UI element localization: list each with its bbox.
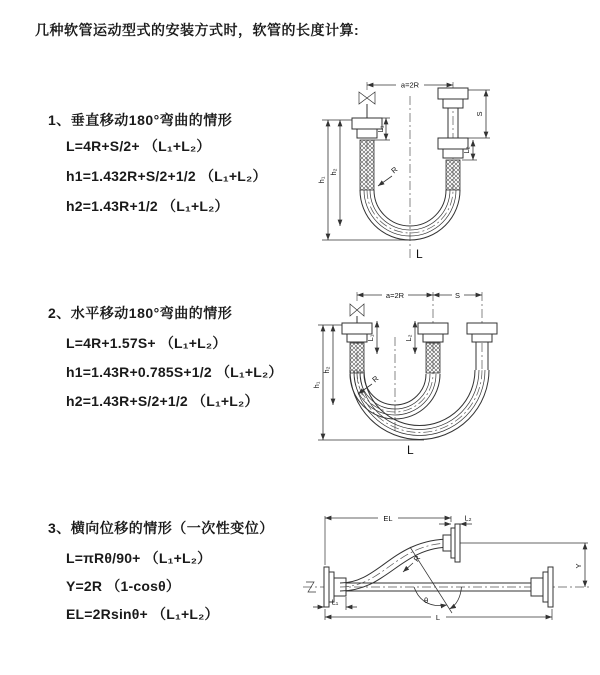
dim-l1: [313, 597, 357, 610]
middle-flange: [418, 323, 448, 373]
section-2-heading: 2、水平移动180°弯曲的情形: [48, 305, 233, 321]
section-2-formula-h2: h2=1.43R+S/2+1/2 （L₁+L₂）: [66, 393, 259, 409]
dim-s: [433, 291, 482, 300]
dim-label-l1: L₁: [376, 125, 385, 133]
dim-l2: [439, 514, 472, 525]
page-title: 几种软管运动型式的安装方式时，软管的长度计算:: [35, 22, 360, 38]
section-1-formula-L: L=4R+S/2+ （L₁+L₂）: [66, 138, 211, 154]
dim-el: [325, 511, 451, 565]
section-3-formula-EL: EL=2Rsinθ+ （L₁+L₂）: [66, 606, 219, 622]
dim-label-l2: L₂: [462, 146, 471, 154]
dim-label-h2: h₂: [329, 168, 338, 176]
section-1-heading: 1、垂直移动180°弯曲的情形: [48, 112, 233, 128]
dim-l: [325, 609, 552, 622]
dim-h2: [322, 325, 333, 405]
radius-callout: [378, 165, 400, 186]
dim-label-el: EL: [383, 514, 393, 523]
braided-hose-section: [350, 343, 364, 373]
lateral-displacement-diagram: [300, 505, 595, 650]
dim-label-s: S: [454, 290, 461, 300]
radius-label: R: [411, 553, 423, 564]
dim-y: [460, 543, 588, 587]
u-bend-hose-shifted: [350, 370, 489, 440]
dim-label-l2: L₂: [404, 334, 413, 342]
dim-s: [468, 90, 490, 138]
dim-label-s: S: [475, 111, 484, 117]
braided-hose-section: [426, 343, 440, 373]
section-2-formula-L: L=4R+1.57S+ （L₁+L₂）: [66, 335, 227, 351]
braided-hose-section: [360, 140, 374, 190]
centerlines: [367, 82, 453, 258]
centerlines: [357, 292, 482, 432]
section-2-formula-h1: h1=1.43R+0.785S+1/2 （L₁+L₂）: [66, 364, 283, 380]
section-3-heading: 3、横向位移的情形（一次性变位）: [48, 520, 274, 536]
dim-a2r: [357, 291, 433, 300]
dim-label-l2: L₂: [464, 513, 472, 523]
valve-icon: [350, 304, 364, 323]
theta-label: θ: [424, 596, 429, 605]
dim-label-a2r: a=2R: [400, 80, 420, 90]
dim-label-y: Y: [574, 563, 583, 569]
vertical-180-bend-diagram: [312, 68, 592, 268]
dim-label-a2r: a=2R: [385, 290, 405, 300]
braided-hose-section: [446, 160, 460, 190]
radius-label: R: [389, 164, 400, 176]
length-label: L: [416, 247, 423, 261]
left-flange: [342, 323, 372, 373]
right-pipe-flange: [438, 88, 468, 190]
section-3-formula-Y: Y=2R （1-cosθ）: [66, 578, 181, 594]
section-1-formula-h2: h2=1.43R+1/2 （L₁+L₂）: [66, 198, 229, 214]
dim-l2: [404, 321, 415, 354]
length-label: L: [407, 443, 414, 457]
dim-label-l1: L₁: [331, 597, 339, 607]
horizontal-180-bend-diagram: [312, 282, 592, 460]
dim-label-h1: h₁: [312, 381, 321, 389]
section-3-formula-L: L=πRθ/90+ （L₁+L₂）: [66, 550, 212, 566]
dim-label-l1: L₁: [366, 334, 375, 342]
radius-label: R: [370, 373, 381, 385]
s-curve-hose-displaced: [340, 524, 460, 591]
dim-label-h1: h₁: [317, 176, 326, 184]
dim-h2: [329, 120, 340, 226]
dim-label-h2: h₂: [322, 366, 331, 374]
valve-icon: [359, 92, 375, 118]
dim-label-l: L: [435, 613, 441, 622]
section-1-formula-h1: h1=1.432R+S/2+1/2 （L₁+L₂）: [66, 168, 267, 184]
